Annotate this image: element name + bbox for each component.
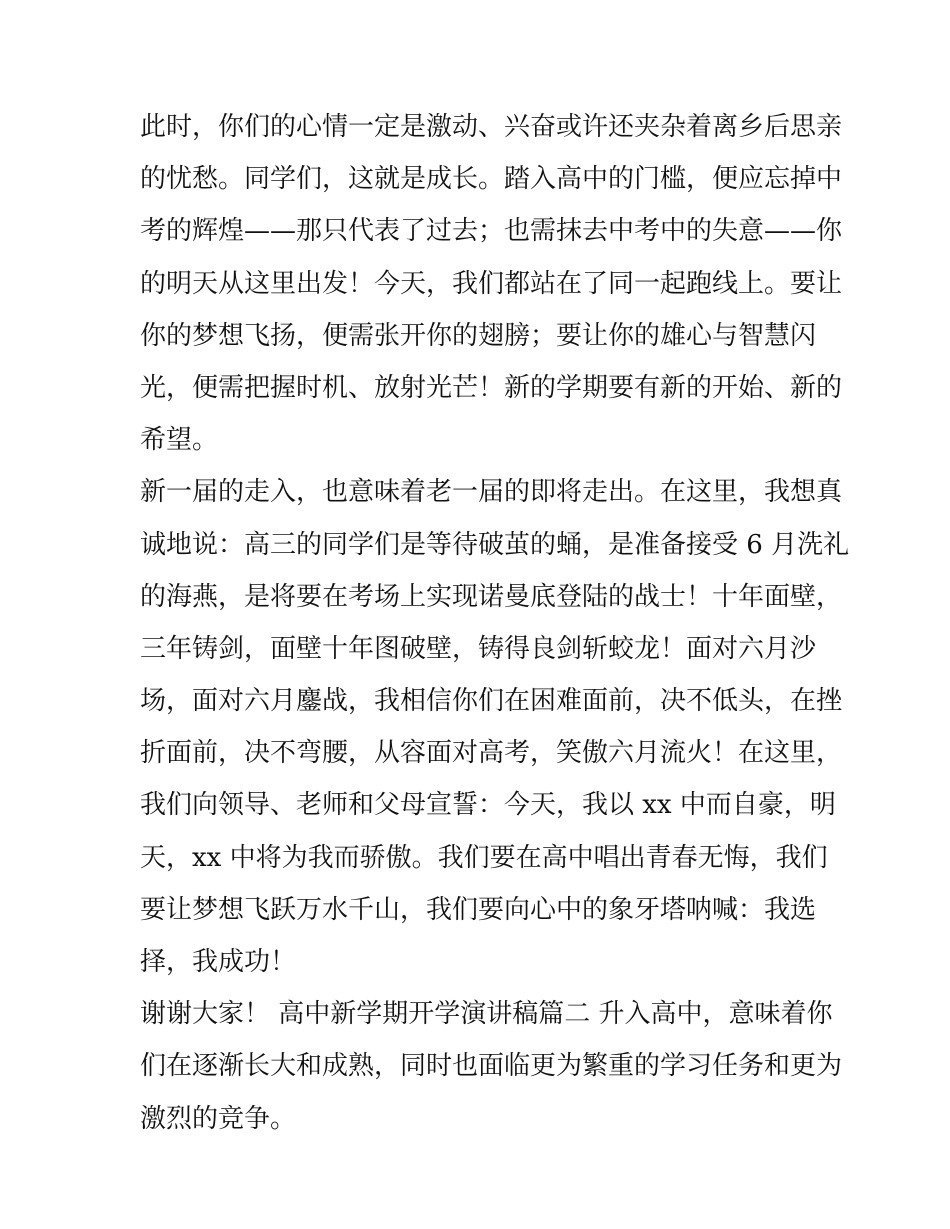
text-line: 的明天从这里出发！今天，我们都站在了同一起跑线上。要让: [140, 268, 843, 299]
text-line: 三年铸剑，面壁十年图破壁，铸得良剑斩蛟龙！面对六月沙: [140, 633, 817, 664]
text-line: 考的辉煌——那只代表了过去；也需抹去中考中的失意——你: [140, 216, 843, 247]
text-line: 折面前，决不弯腰，从容面对高考，笑傲六月流火！在这里，: [140, 738, 843, 769]
text-line: 的忧愁。同学们，这就是成长。踏入高中的门槛，便应忘掉中: [140, 164, 843, 195]
text-line: 的海燕，是将要在考场上实现诺曼底登陆的战士！十年面壁，: [140, 581, 843, 612]
text-line: 光，便需把握时机、放射光芒！新的学期要有新的开始、新的: [140, 372, 843, 403]
text-line: 希望。: [140, 425, 219, 456]
text-line: 们在逐渐长大和成熟，同时也面临更为繁重的学习任务和更为: [140, 1051, 843, 1082]
text-line: 此时，你们的心情一定是激动、兴奋或许还夹杂着离乡后思亲: [140, 112, 843, 142]
text-line: 新一届的走入，也意味着老一届的即将走出。在这里，我想真: [140, 477, 843, 508]
text-line: 择，我成功！: [140, 947, 297, 977]
text-line: 激烈的竞争。: [140, 1103, 297, 1134]
document-body: [140, 101, 850, 1145]
text-line: 天，xx 中将为我而骄傲。我们要在高中唱出青春无悔，我们: [140, 842, 828, 873]
text-line: 场，面对六月鏖战，我相信你们在困难面前，决不低头，在挫: [140, 686, 843, 717]
text-line: 谢谢大家！ 高中新学期开学演讲稿篇二 升入高中，意味着你: [140, 999, 833, 1030]
text-line: 要让梦想飞跃万水千山，我们要向心中的象牙塔呐喊：我选: [140, 894, 817, 925]
text-line: 我们向领导、老师和父母宣誓：今天，我以 xx 中而自豪，明: [140, 790, 836, 821]
text-line: 你的梦想飞扬，便需张开你的翅膀；要让你的雄心与智慧闪: [140, 320, 817, 351]
text-line: 诚地说：高三的同学们是等待破茧的蛹，是准备接受 6 月洗礼: [140, 529, 850, 560]
